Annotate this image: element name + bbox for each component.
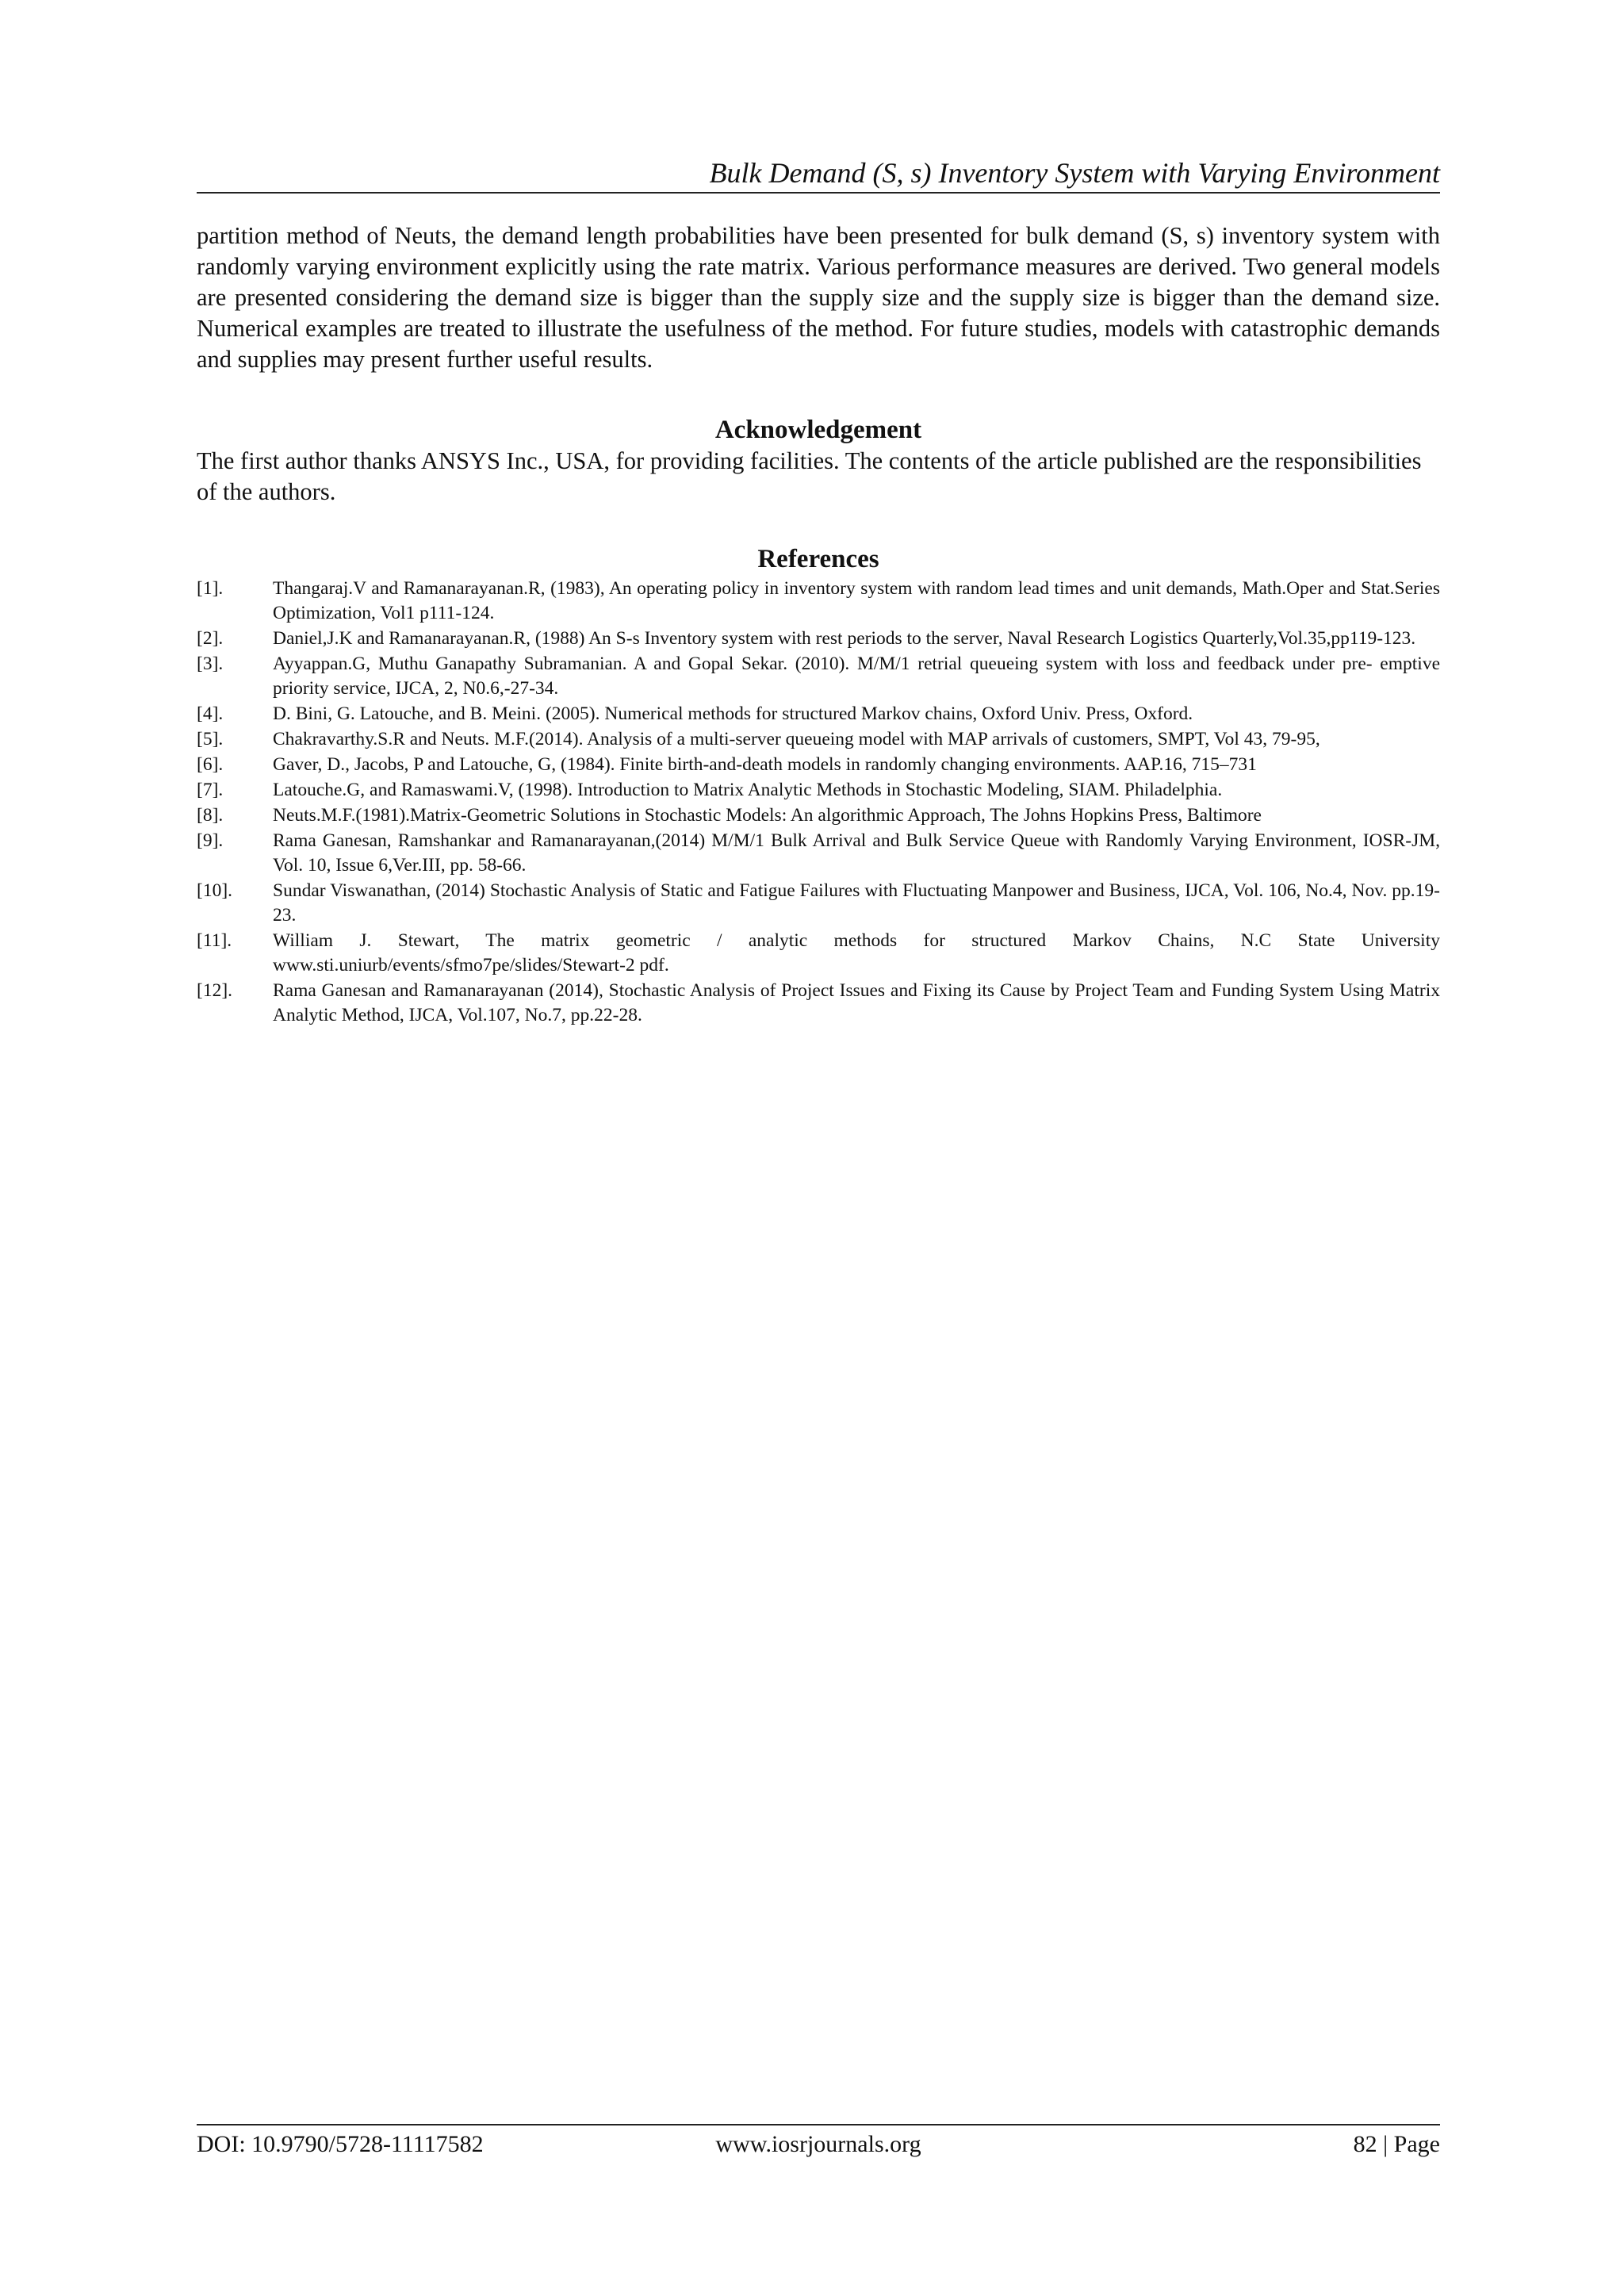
references-list	[197, 577, 1440, 1029]
reference-text: Rama Ganesan, Ramshankar and Ramanarayanan,(2014) M/M/1 Bulk Arrival and Bulk Service Queue with Randomly Varying Environment, IOSR-JM, Vol. 10, Issue 6,Ver.III, pp. 58-66.	[273, 830, 1440, 876]
reference-text: William J. Stewart, The matrix geometric / analytic methods for structured Markov Chains, N.C State University www.sti.uniurb/events/sfmo7pe/slides/Stewart-2 pdf.	[273, 930, 1440, 976]
acknowledgement-text: The first author thanks ANSYS Inc., USA, for providing facilities. The contents of the article published are the responsibilities of the authors.	[197, 447, 1422, 505]
reference-number: [6].	[197, 754, 224, 775]
reference-number: [3].	[197, 654, 224, 674]
reference-item	[197, 829, 1440, 878]
header-divider	[197, 192, 1440, 194]
reference-item	[197, 879, 1440, 928]
reference-text: Neuts.M.F.(1981).Matrix-Geometric Solutions in Stochastic Models: An algorithmic Approach, The Johns Hopkins Press, Baltimore	[273, 805, 1262, 826]
reference-item	[197, 979, 1440, 1028]
footer-divider	[197, 2124, 1440, 2125]
reference-number: [2].	[197, 628, 224, 649]
reference-text: Gaver, D., Jacobs, P and Latouche, G, (1984). Finite birth-and-death models in randomly changing environments. AAP.16, 715–731	[273, 754, 1257, 775]
references-heading: References	[757, 545, 879, 573]
reference-number: [11].	[197, 930, 232, 951]
reference-text: Latouche.G, and Ramaswami.V, (1998). Introduction to Matrix Analytic Methods in Stochastic Modeling, SIAM. Philadelphia.	[273, 780, 1223, 800]
reference-item	[197, 627, 1440, 651]
reference-item	[197, 778, 1440, 803]
reference-number: [10].	[197, 880, 233, 901]
conclusion-paragraph: partition method of Neuts, the demand length probabilities have been presented for bulk demand (S, s) inventory system with randomly varying environment explicitly using the rate matrix. Various performance measures are derived. Two general models are presented considering the demand size is bigger than the supply size and the supply size is bigger than the demand size. Numerical examples are treated to illustrate the usefulness of the method. For future studies, models with catastrophic demands and supplies may present further useful results.	[197, 222, 1440, 373]
reference-item	[197, 727, 1440, 752]
paper-page	[197, 0, 1440, 2296]
footer-doi: DOI: 10.9790/5728-11117582	[197, 2131, 484, 2157]
reference-number: [5].	[197, 729, 224, 749]
reference-item	[197, 929, 1440, 978]
reference-item	[197, 753, 1440, 777]
running-header-title: Bulk Demand (S, s) Inventory System with Varying Environment	[709, 157, 1440, 189]
reference-text: Ayyappan.G, Muthu Ganapathy Subramanian. A and Gopal Sekar. (2010). M/M/1 retrial queueing system with loss and feedback under pre- emptive priority service, IJCA, 2, N0.6,-27-34.	[273, 654, 1440, 699]
reference-number: [7].	[197, 780, 224, 800]
reference-number: [8].	[197, 805, 224, 826]
footer-page-number: 82 | Page	[1353, 2131, 1440, 2157]
reference-item	[197, 702, 1440, 726]
reference-text: Thangaraj.V and Ramanarayanan.R, (1983), An operating policy in inventory system with random lead times and unit demands, Math.Oper and Stat.Series Optimization, Vol1 p111-124.	[273, 578, 1440, 623]
reference-text: Rama Ganesan and Ramanarayanan (2014), Stochastic Analysis of Project Issues and Fixing its Cause by Project Team and Funding System Using Matrix Analytic Method, IJCA, Vol.107, No.7, pp.22-28.	[273, 980, 1440, 1025]
reference-item	[197, 577, 1440, 626]
acknowledgement-heading: Acknowledgement	[714, 416, 922, 444]
reference-number: [4].	[197, 703, 224, 724]
reference-item	[197, 803, 1440, 828]
reference-text: Daniel,J.K and Ramanarayanan.R, (1988) An S-s Inventory system with rest periods to the server, Naval Research Logistics Quarterly,Vol.35,pp119-123.	[273, 628, 1416, 649]
reference-text: Sundar Viswanathan, (2014) Stochastic Analysis of Static and Fatigue Failures with Fluctuating Manpower and Business, IJCA, Vol. 106, No.4, Nov. pp.19-23.	[273, 880, 1440, 926]
footer-website: www.iosrjournals.org	[715, 2131, 921, 2157]
reference-item	[197, 652, 1440, 701]
reference-number: [12].	[197, 980, 233, 1001]
reference-number: [9].	[197, 830, 224, 851]
reference-number: [1].	[197, 578, 224, 599]
reference-text: Chakravarthy.S.R and Neuts. M.F.(2014). Analysis of a multi-server queueing model with MAP arrivals of customers, SMPT, Vol 43, 79-95,	[273, 729, 1320, 749]
reference-text: D. Bini, G. Latouche, and B. Meini. (2005). Numerical methods for structured Markov chains, Oxford Univ. Press, Oxford.	[273, 703, 1193, 724]
